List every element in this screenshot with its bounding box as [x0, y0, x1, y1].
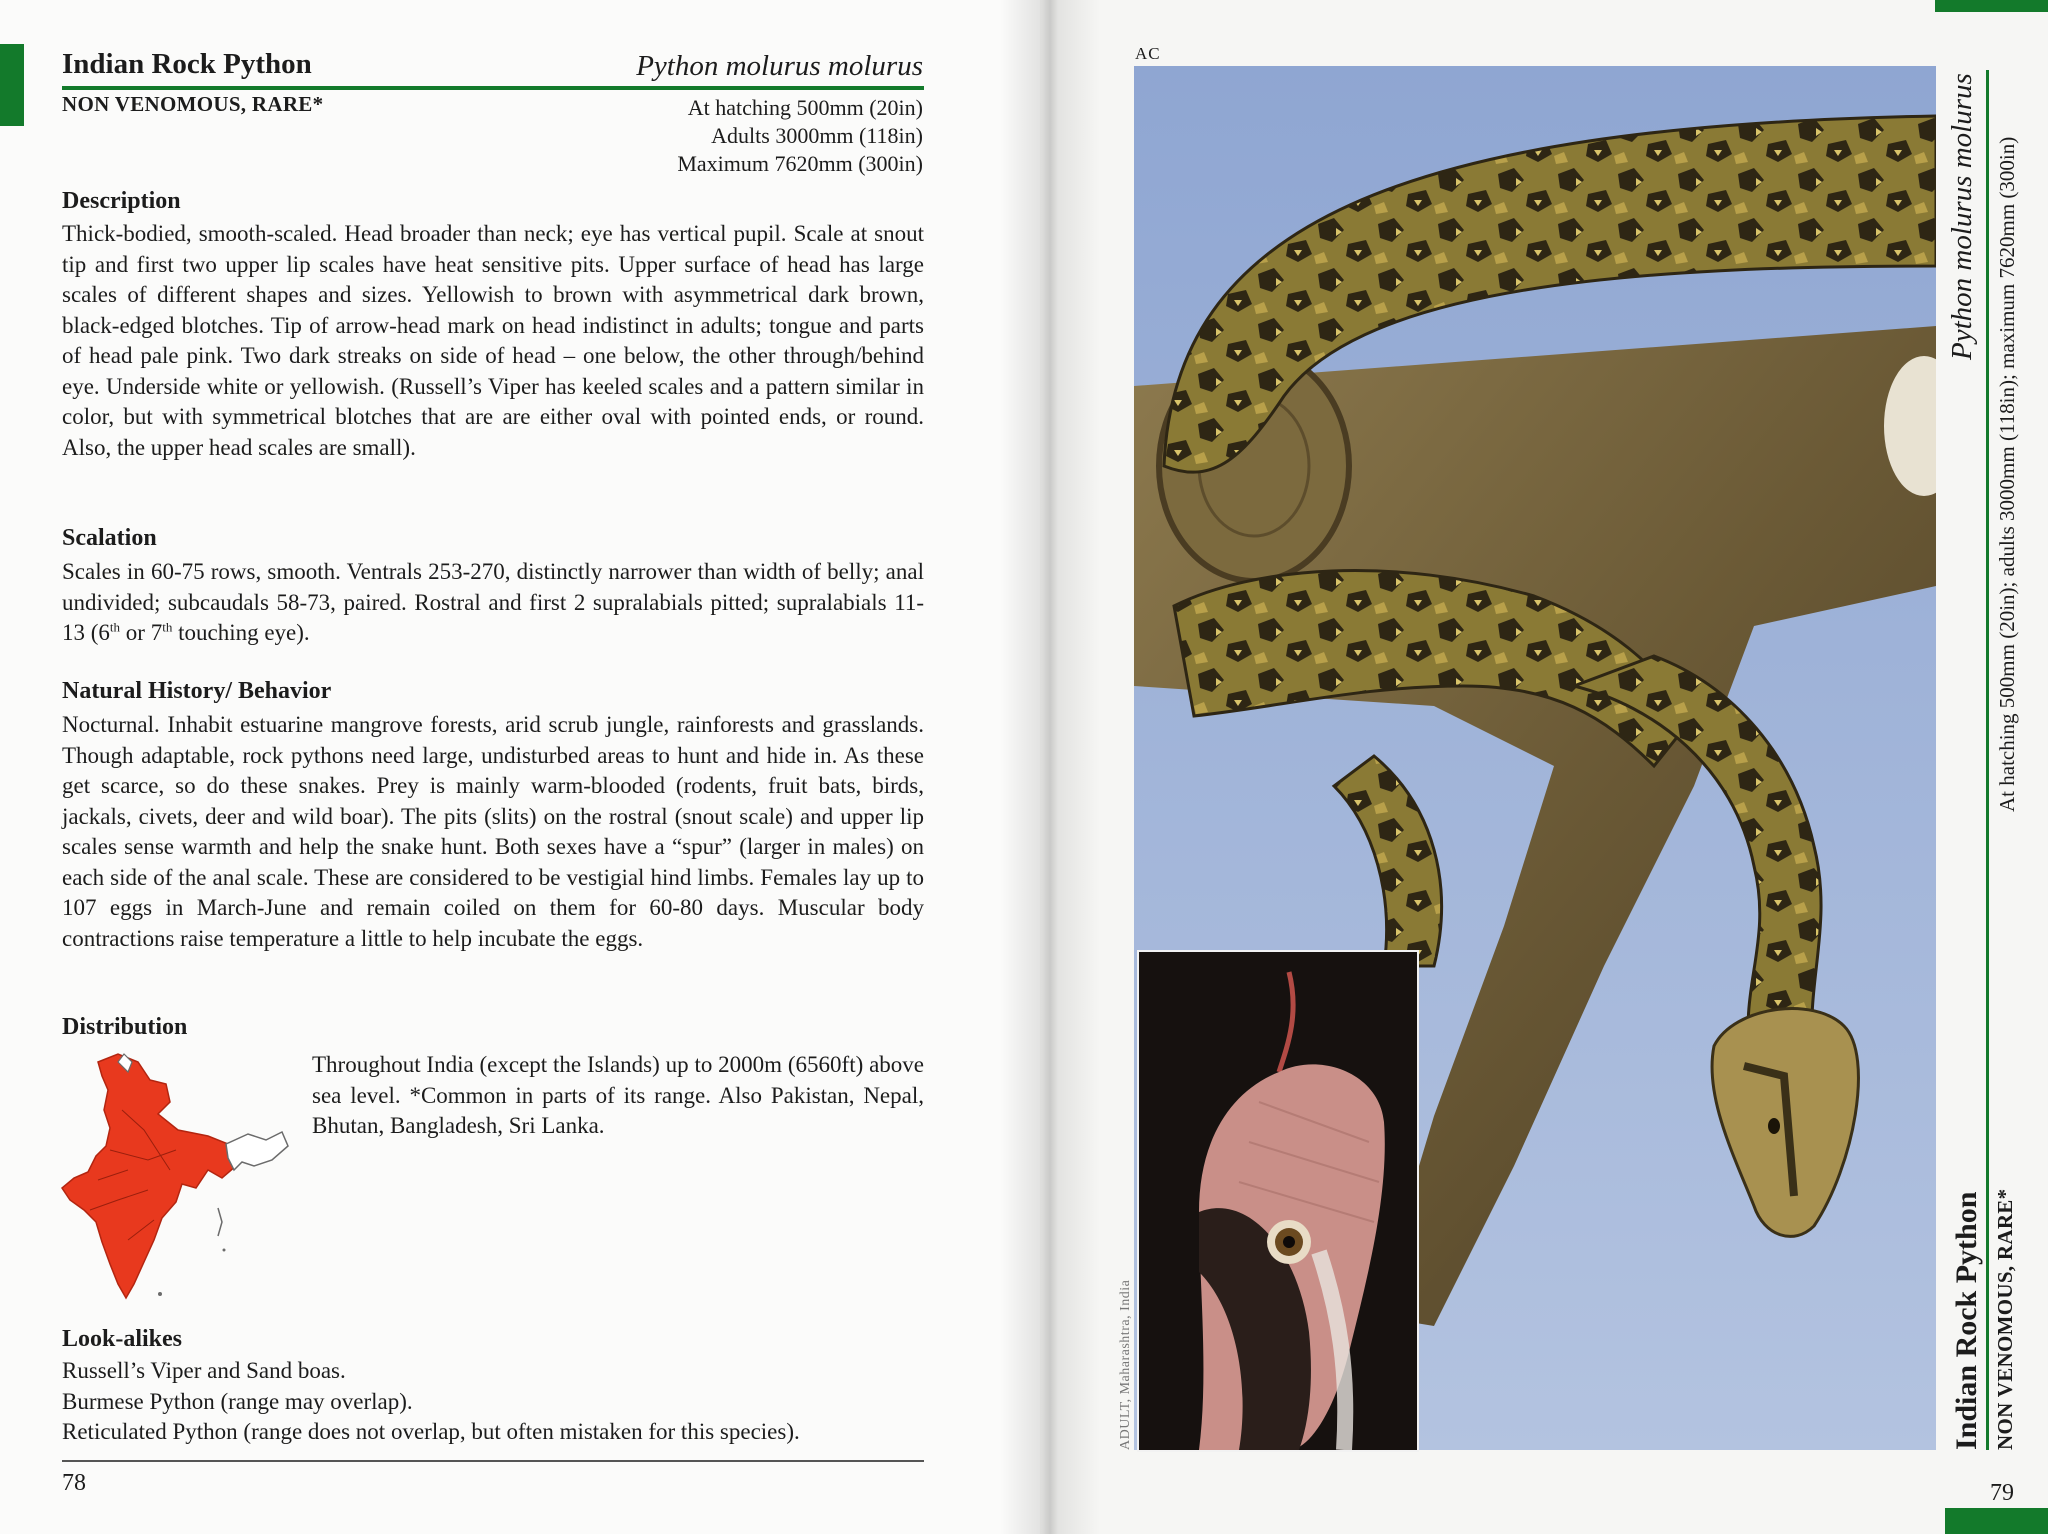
scalation-text: Scales in 60-75 rows, smooth. Ventrals 253-270, distinctly narrower than width of belly; anal undivided; subcaudals 58-73, paired. Rostral and first 2 supralabials pitted; supralabials 11-13 (6th or 7th touching eye).	[62, 559, 924, 645]
status-label: NON VENOMOUS, RARE*	[62, 92, 324, 116]
page-number-left: 78	[62, 1470, 86, 1496]
title-rule	[62, 86, 924, 90]
side-rule	[1986, 70, 1989, 1450]
page-number-right: 79	[1990, 1480, 2014, 1506]
side-scientific-name: Python molurus molurus	[1946, 73, 1978, 360]
thumb-tab-right-top	[1935, 0, 2048, 12]
scientific-name: Python molurus molurus	[636, 50, 923, 82]
side-status-label: NON VENOMOUS, RARE*	[1993, 1188, 2017, 1450]
natural-history-heading: Natural History/ Behavior	[62, 678, 332, 704]
thumb-tab-left	[0, 44, 24, 126]
species-title: Indian Rock Python	[62, 48, 312, 80]
side-species-title: Indian Rock Python	[1950, 1191, 1983, 1450]
python-head-inset-photo	[1137, 950, 1419, 1452]
python-head-illustration	[1139, 952, 1417, 1450]
description-text: Thick-bodied, smooth-scaled. Head broader than neck; eye has vertical pupil. Scale at snout tip and first two upper lip scales have heat sensitive pits. Upper surface of head has large scales of different shapes and sizes. Yellowish to brown with asymmetrical dark brown, black-edged blotches. Tip of arrow-head mark on head indistinct in adults; tongue and parts of head pale pink. Two dark streaks on side of head – one below, the other through/behind eye. Underside white or yellowish. (Russell’s Viper has keeled scales and a pattern similar in color, but with symmetrical blotches that are are either oval with pointed ends, or round. Also, the upper head scales are small).	[62, 221, 924, 460]
lookalike-item: Russell’s Viper and Sand boas.	[62, 1358, 346, 1383]
lookalike-item: Burmese Python (range may overlap).	[62, 1388, 413, 1414]
side-size-summary: At hatching 500mm (20in); adults 3000mm (118in); maximum 7620mm (300in)	[1995, 136, 2019, 812]
lookalike-item: Reticulated Python (range does not overlap, but often mistaken for this species).	[62, 1419, 800, 1444]
photo-credit: AC	[1135, 44, 1161, 63]
size-maximum: Maximum 7620mm (300in)	[677, 151, 923, 176]
footer-rule	[62, 1460, 924, 1462]
lookalikes-heading: Look-alikes	[62, 1326, 183, 1352]
description-heading: Description	[62, 188, 181, 214]
photo-caption: ADULT, Maharashtra, India	[1118, 1279, 1133, 1450]
size-hatching: At hatching 500mm (20in)	[687, 95, 923, 120]
natural-history-text: Nocturnal. Inhabit estuarine mangrove forests, arid scrub jungle, rainforests and grasslands. Though adaptable, rock pythons need large, undisturbed areas to hunt and hide in. As these get scarce, so do these snakes. Prey is mainly warm-blooded (rodents, fruit bats, birds, jackals, civets, deer and wild boar). The pits (slits) on the rostral (snout scale) and upper lip scales sense warmth and help the snake hunt. Both sexes have a “spur” (larger in males) on each side of the anal scale. These are considered to be vestigial hind limbs. Females lay up to 107 eggs in March-June and remain coiled on them for 60-80 days. Muscular body contractions raise temperature a little to help incubate the eggs.	[62, 712, 924, 951]
size-adults: Adults 3000mm (118in)	[711, 123, 923, 148]
scalation-heading: Scalation	[62, 525, 157, 551]
distribution-heading: Distribution	[62, 1014, 188, 1040]
book-gutter	[1000, 0, 1100, 1534]
thumb-tab-right-bottom	[1945, 1508, 2048, 1534]
india-range-map	[58, 1050, 303, 1310]
lookalikes-list	[62, 1356, 962, 1448]
distribution-text: Throughout India (except the Islands) up to 2000m (6560ft) above sea level. *Common in parts of its range. Also Pakistan, Nepal, Bhutan, Bangladesh, Sri Lanka.	[312, 1052, 924, 1138]
size-list	[560, 94, 923, 178]
